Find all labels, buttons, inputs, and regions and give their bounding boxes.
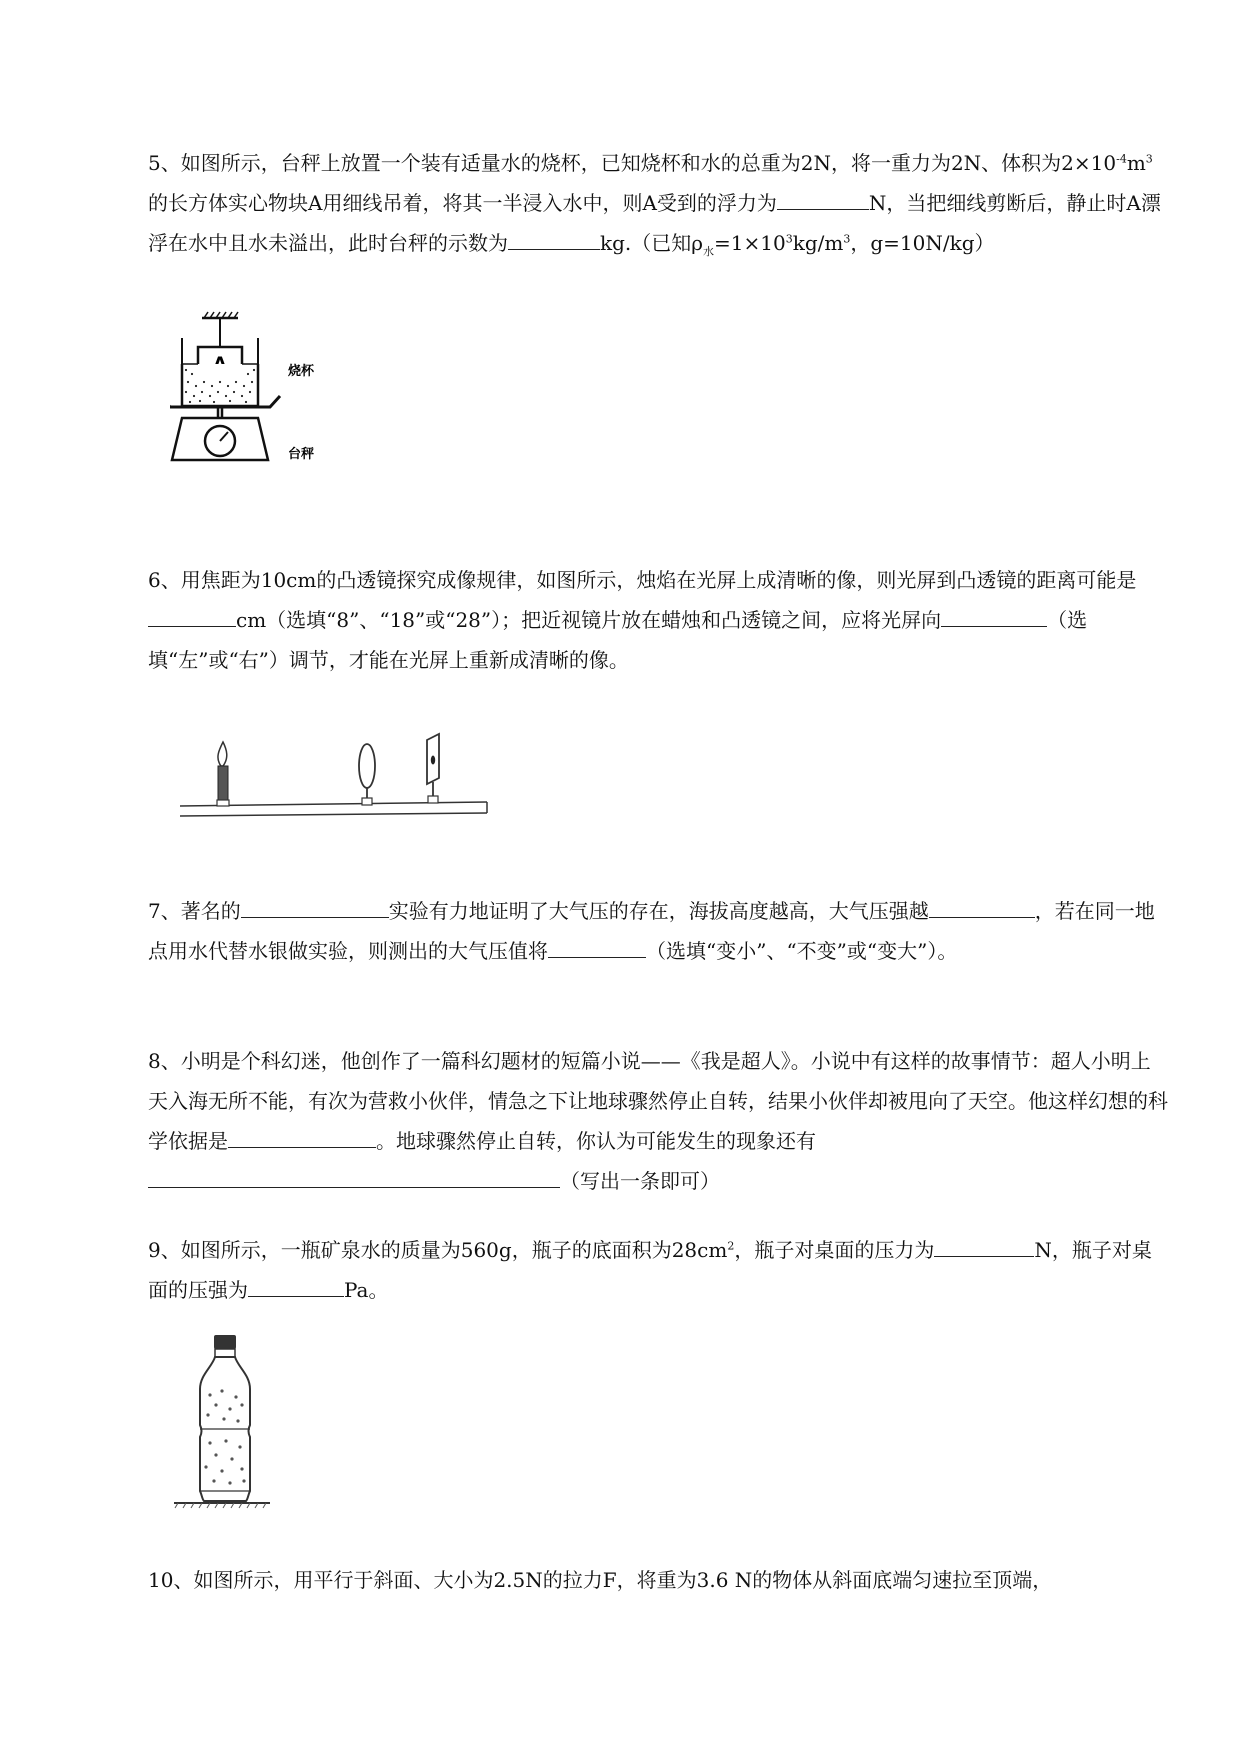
q5-text-8: ，g=10N/kg）	[850, 231, 995, 255]
q5-text-3: 的长方体实心物块A用细线吊着，将其一半浸入水中，则A受到的浮力为	[148, 191, 777, 215]
question-7	[148, 891, 1168, 971]
q5-text-1: 5、如图所示，台秤上放置一个装有适量水的烧杯，已知烧杯和水的总重为2N，将一重力为2N、体积为2×10	[148, 151, 1117, 175]
q8-blank-phenomenon[interactable]	[148, 1161, 560, 1188]
q6-blank-direction[interactable]	[941, 600, 1047, 627]
q9-text-3: N，瓶子对桌面的压强为	[148, 1238, 1152, 1302]
q7-text-2: 实验有力地证明了大气压的存在，海拔高度越高，大气压强越	[388, 899, 929, 923]
q5-text-6: =1×10	[714, 231, 786, 255]
q5-text-4: N，当把细线剪断后，静止时A漂浮在水中且水未溢出，此时台秤的示数为	[148, 191, 1161, 255]
beaker-label: 烧杯	[288, 364, 315, 379]
q5-exponent: -4	[1116, 152, 1127, 166]
q9-text-4: Pa。	[344, 1278, 389, 1302]
convex-lens	[359, 744, 375, 805]
q8-text-3: （写出一条即可）	[560, 1169, 720, 1193]
q7-blank-value[interactable]	[548, 931, 646, 958]
q9-blank-pressure[interactable]	[248, 1270, 344, 1297]
q5-exponent: 3	[785, 232, 793, 246]
beaker-scale-figure	[170, 310, 340, 480]
q9-text-1: 9、如图所示，一瓶矿泉水的质量为560g，瓶子的底面积为28cm	[148, 1238, 728, 1262]
q6-text-3: （选填“左”或“右”）调节，才能在光屏上重新成清晰的像。	[148, 608, 1088, 672]
light-screen	[427, 734, 439, 803]
scale-label: 台秤	[288, 447, 315, 462]
q5-text-7: kg/m	[792, 231, 844, 255]
question-8	[148, 1041, 1168, 1201]
question-10	[148, 1560, 1168, 1600]
q9-blank-force[interactable]	[934, 1230, 1034, 1257]
q9-exponent: 2	[727, 1239, 735, 1253]
q8-blank-basis[interactable]	[228, 1121, 376, 1148]
candle	[217, 742, 229, 806]
water-bottle-figure	[170, 1333, 280, 1515]
q5-subscript: 水	[703, 245, 715, 258]
q5-exponent: 3	[1145, 152, 1153, 166]
q5-blank-buoyancy[interactable]	[777, 183, 869, 210]
q5-unit: m	[1126, 151, 1146, 175]
q5-text-5: kg.（已知ρ	[600, 231, 704, 255]
q5-exponent: 3	[843, 232, 851, 246]
q7-text-3: ，若在同一地点用水代替水银做实验，则测出的大气压值将	[148, 899, 1155, 963]
q6-text-2: cm（选填“8”、“18”或“28”）；把近视镜片放在蜡烛和凸透镜之间，应将光屏向	[236, 608, 942, 632]
question-9	[148, 1230, 1168, 1310]
optical-bench-figure	[175, 730, 500, 840]
q8-text-2: 。地球骤然停止自转，你认为可能发生的现象还有	[376, 1129, 816, 1153]
q8-text-1: 8、小明是个科幻迷，他创作了一篇科幻题材的短篇小说——《我是超人》。小说中有这样的故事情节：超人小明上天入海无所不能，有次为营救小伙伴，情急之下让地球骤然停止自转，结果小伙伴却被甩向了天空。他这样幻想的科学依据是	[148, 1049, 1168, 1153]
q10-text-1: 10、如图所示，用平行于斜面、大小为2.5N的拉力F，将重为3.6 N的物体从斜面底端匀速拉至顶端，	[148, 1568, 1053, 1592]
question-5	[148, 143, 1168, 263]
question-6	[148, 560, 1168, 680]
q7-text-4: （选填“变小”、“不变”或“变大”）。	[646, 939, 958, 963]
q7-blank-experiment[interactable]	[241, 891, 389, 918]
q9-text-2: ，瓶子对桌面的压力为	[734, 1238, 935, 1262]
q6-text-1: 6、用焦距为10cm的凸透镜探究成像规律，如图所示，烛焰在光屏上成清晰的像，则光屏到凸透镜的距离可能是	[148, 568, 1137, 592]
q7-text-1: 7、著名的	[148, 899, 241, 923]
q6-blank-distance[interactable]	[148, 600, 236, 627]
q7-blank-pressure[interactable]	[929, 891, 1035, 918]
q5-blank-scale-reading[interactable]	[508, 223, 600, 250]
